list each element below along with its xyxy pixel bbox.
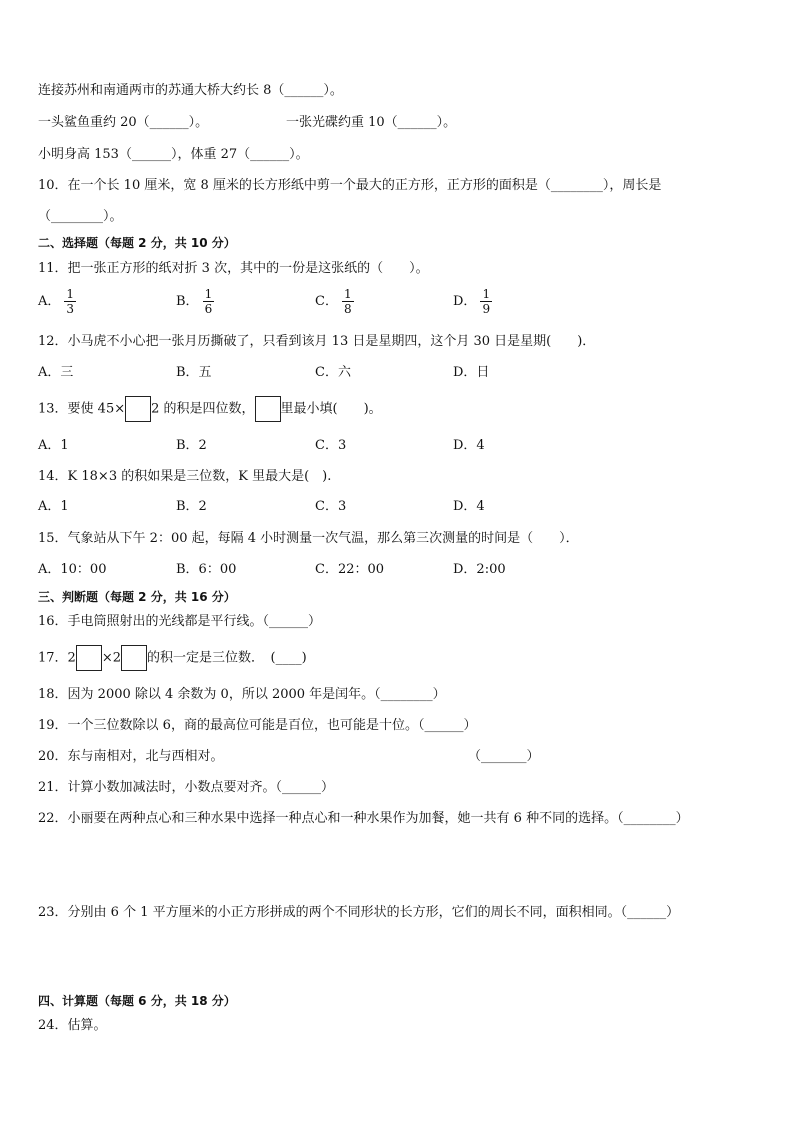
section-heading-choice: 二、选择题（每题 2 分，共 10 分）	[38, 236, 236, 250]
numerator: 1	[204, 287, 213, 301]
q17-text-2: ×2	[101, 650, 121, 666]
fraction	[342, 287, 354, 316]
q13-option-b: B．2	[176, 438, 207, 453]
q14-option-b: B．2	[176, 499, 207, 514]
q13-stem	[38, 396, 382, 423]
q14-option-a: A．1	[38, 499, 69, 514]
q13-text-3: 里最小填( )。	[280, 401, 382, 417]
q13-text-2: 2 的积是四位数，	[151, 401, 255, 417]
denominator: 9	[482, 302, 491, 316]
q19-stem: 19．一个三位数除以 6，商的最高位可能是百位，也可能是十位。（______）	[38, 718, 477, 733]
q17-text-3: 的积一定是三位数． (____)	[147, 650, 307, 666]
denominator: 8	[343, 302, 352, 316]
q12-option-b: B．五	[176, 365, 212, 380]
fill-line-ming	[38, 147, 309, 163]
q24-stem: 24．估算。	[38, 1018, 107, 1033]
q16-stem: 16．手电筒照射出的光线都是平行线。（______）	[38, 614, 322, 629]
q12-option-c: C．六	[315, 365, 351, 380]
fraction	[203, 287, 215, 316]
q11-stem: 11．把一张正方形的纸对折 3 次，其中的一份是这张纸的（ ）。	[38, 261, 429, 276]
option-label: B．	[176, 294, 199, 309]
q12-stem: 12．小马虎不小心把一张月历撕破了，只看到该月 13 日是星期四，这个月 30 日是星期( )．	[38, 334, 596, 349]
numerator: 1	[66, 287, 75, 301]
answer-box	[255, 396, 281, 422]
q15-option-a: A．10：00	[38, 562, 107, 577]
numerator: 1	[343, 287, 352, 301]
q10-line2: （________）。	[38, 209, 123, 224]
answer-box	[125, 396, 151, 422]
q13-option-c: C．3	[315, 438, 347, 453]
section-heading-calc: 四、计算题（每题 6 分，共 18 分）	[38, 994, 236, 1008]
option-label: D．	[453, 294, 477, 309]
q17-text-1: 17．2	[38, 650, 76, 666]
option-label: C．	[315, 294, 338, 309]
denominator: 6	[204, 302, 213, 316]
q20-stem: 20．东与南相对，北与西相对。	[38, 749, 224, 764]
fraction	[480, 287, 492, 316]
q11-option-a	[38, 287, 76, 316]
q15-option-b: B．6：00	[176, 562, 237, 577]
q18-stem: 18．因为 2000 除以 4 余数为 0，所以 2000 年是闰年。（________）	[38, 687, 446, 702]
q21-stem: 21．计算小数加减法时，小数点要对齐。（______）	[38, 780, 335, 795]
q13-option-a: A．1	[38, 438, 69, 453]
q14-option-d: D．4	[453, 499, 485, 514]
fill-line-shark: 一头鲨鱼重约 20（______）。	[38, 115, 209, 130]
q10-line1: 10．在一个长 10 厘米，宽 8 厘米的长方形纸中剪一个最大的正方形，正方形的面积是（________），周长是	[38, 178, 662, 193]
q23-stem: 23．分别由 6 个 1 平方厘米的小正方形拼成的两个不同形状的长方形，它们的周长不同，面积相同。（______）	[38, 905, 680, 920]
fraction	[64, 287, 76, 316]
fill-line-cd: 一张光碟约重 10（______）。	[286, 115, 457, 130]
numerator: 1	[482, 287, 491, 301]
q13-option-d: D．4	[453, 438, 485, 453]
fill-line-ming-height: 小明身高 153（______），	[38, 147, 191, 162]
q17-stem	[38, 645, 307, 672]
section-heading-judge: 三、判断题（每题 2 分，共 16 分）	[38, 590, 236, 604]
q13-text-1: 13．要使 45×	[38, 401, 126, 417]
option-label: A．	[38, 294, 61, 309]
fill-line-bridge: 连接苏州和南通两市的苏通大桥大约长 8（______）。	[38, 83, 343, 98]
q22-stem: 22．小丽要在两种点心和三种水果中选择一种点心和一种水果作为加餐，她一共有 6 种不同的选择。（________）	[38, 811, 689, 826]
q11-option-b	[176, 287, 214, 316]
q15-stem: 15．气象站从下午 2：00 起，每隔 4 小时测量一次气温，那么第三次测量的时间是（ ）．	[38, 531, 579, 546]
q15-option-c: C．22：00	[315, 562, 385, 577]
q11-option-d	[453, 287, 492, 316]
denominator: 3	[66, 302, 75, 316]
q12-option-d: D．日	[453, 365, 490, 380]
answer-box	[76, 645, 102, 671]
q12-option-a: A．三	[38, 365, 74, 380]
fill-line-ming-weight: 体重 27（______）。	[190, 147, 309, 162]
q14-stem: 14．K 18×3 的积如果是三位数，K 里最大是( ).	[38, 469, 332, 484]
q20-blank: （_______）	[468, 749, 540, 764]
q11-option-c	[315, 287, 354, 316]
q15-option-d: D．2:00	[453, 562, 506, 577]
q14-option-c: C．3	[315, 499, 347, 514]
answer-box	[121, 645, 147, 671]
